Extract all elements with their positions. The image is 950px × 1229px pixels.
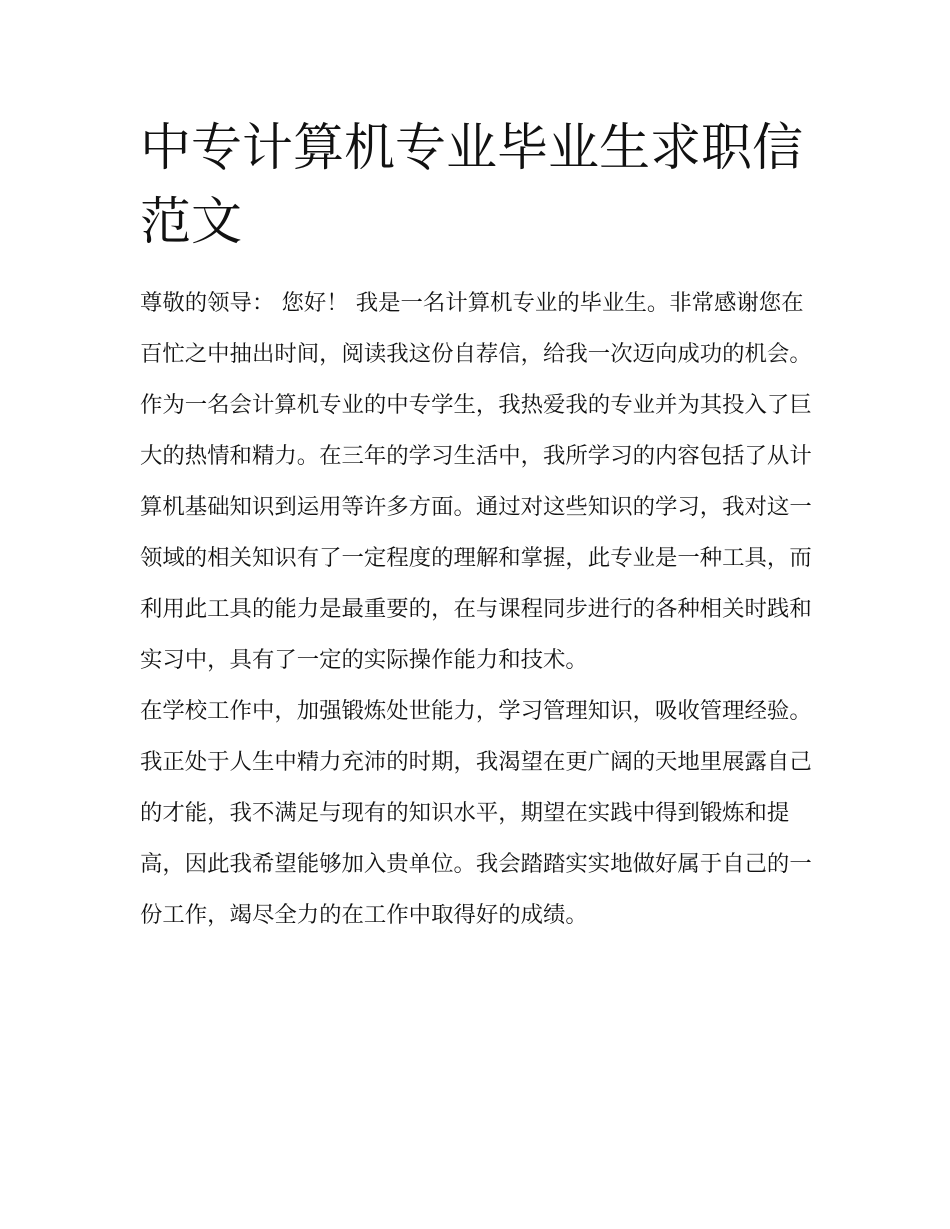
document-body	[140, 278, 812, 941]
paragraph-study: 作为一名会计算机专业的中专学生，我热爱我的专业并为其投入了巨大的热情和精力。在三年的学习生活中，我所学习的内容包括了从计算机基础知识到运用等许多方面。通过对这些知识的学习，我对这一领域的相关知识有了一定程度的理解和掌握，此专业是一种工具，而利用此工具的能力是最重要的，在与课程同步进行的各种相关时践和实习中，具有了一定的实际操作能力和技术。	[140, 392, 812, 673]
document-title: 中专计算机专业毕业生求职信范文	[140, 119, 804, 252]
paragraph-greeting: 尊敬的领导： 您好！ 我是一名计算机专业的毕业生。非常感谢您在百忙之中抽出时间，阅读我这份自荐信，给我一次迈向成功的机会。	[140, 290, 812, 367]
document-page	[140, 112, 812, 941]
paragraph-goals: 在学校工作中，加强锻炼处世能力，学习管理知识，吸收管理经验。我正处于人生中精力充沛的时期，我渴望在更广阔的天地里展露自己的才能，我不满足与现有的知识水平，期望在实践中得到锻炼和提高，因此我希望能够加入贵单位。我会踏踏实实地做好属于自己的一份工作，竭尽全力的在工作中取得好的成绩。	[140, 698, 812, 928]
